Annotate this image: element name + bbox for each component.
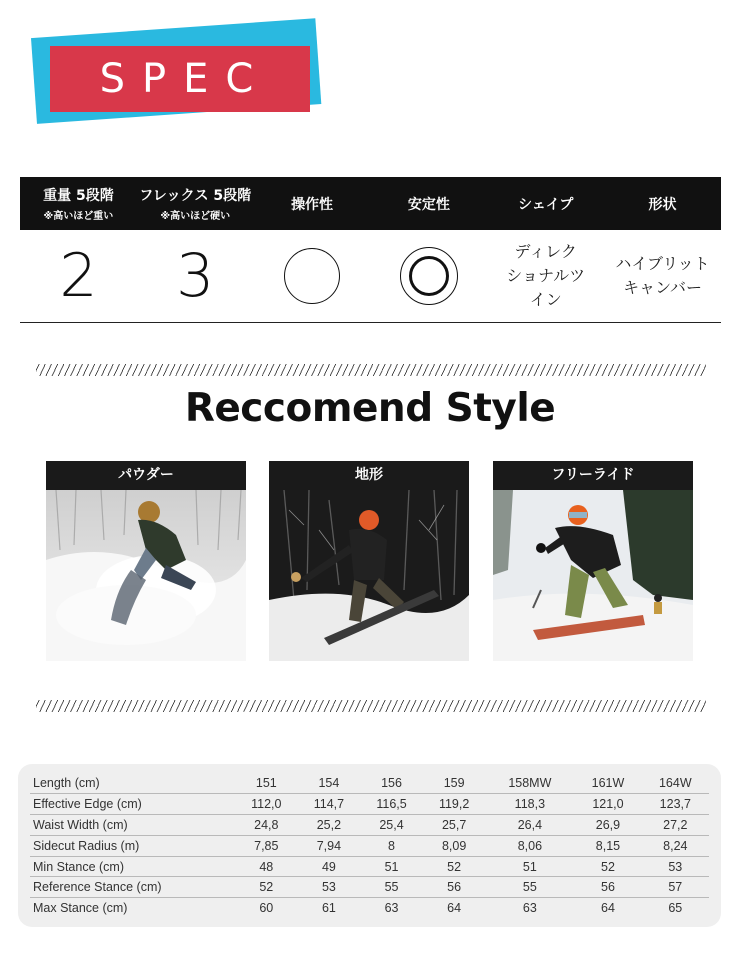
size-spec-table <box>18 764 721 927</box>
powder-photo <box>46 490 246 661</box>
spec-header-profile <box>604 177 721 230</box>
spec-value-row <box>20 230 721 323</box>
size-cell: 64 <box>447 901 462 916</box>
style-card-label: 地形 <box>269 461 469 490</box>
size-cell: 52 <box>235 877 298 898</box>
size-cell: 25,2 <box>298 815 361 836</box>
size-cell: 63 <box>522 901 537 916</box>
spec-header-stability <box>370 177 487 230</box>
spec-cell-stability <box>370 230 487 322</box>
size-cell: 7,94 <box>298 835 361 856</box>
spec-header-note: ※高いほど硬い <box>160 211 231 222</box>
size-cell: 121,0 <box>574 794 641 815</box>
size-table-row <box>30 877 709 898</box>
spec-cell-handling <box>254 230 371 322</box>
shape-value: ディレク ショナルツ イン <box>506 242 586 309</box>
size-row-label: Sidecut Radius (m) <box>30 835 235 856</box>
size-cell: 8 <box>360 835 423 856</box>
size-cell: 60 <box>259 901 274 916</box>
size-cell: 154 <box>298 773 361 794</box>
freeride-photo <box>493 490 693 661</box>
size-cell: 119,2 <box>423 794 486 815</box>
size-table-row <box>30 856 709 877</box>
size-cell: 52 <box>423 856 486 877</box>
recommend-title: Reccomend Style <box>184 386 556 431</box>
size-row-label: Effective Edge (cm) <box>30 794 235 815</box>
size-cell: 48 <box>235 856 298 877</box>
size-table-row <box>30 898 709 919</box>
size-cell: 53 <box>298 877 361 898</box>
spec-table <box>20 177 721 323</box>
size-cell: 65 <box>668 901 683 916</box>
size-row-label: Length (cm) <box>30 773 235 794</box>
size-cell: 7,85 <box>235 835 298 856</box>
single-circle-icon <box>284 248 340 304</box>
spec-header-row <box>20 177 721 230</box>
weight-value: 2 <box>59 241 98 311</box>
spec-header-shape <box>487 177 604 230</box>
size-row-label: Reference Stance (cm) <box>30 877 235 898</box>
size-cell: 55 <box>360 877 423 898</box>
double-circle-icon <box>400 247 458 305</box>
size-cell: 27,2 <box>642 815 709 836</box>
size-cell: 8,15 <box>574 835 641 856</box>
size-cell: 25,7 <box>423 815 486 836</box>
spec-header-note: ※高いほど重い <box>43 211 114 222</box>
style-card-label: パウダー <box>46 461 246 490</box>
size-cell: 114,7 <box>298 794 361 815</box>
size-cell: 49 <box>298 856 361 877</box>
spec-cell-flex <box>137 230 254 322</box>
size-cell: 151 <box>235 773 298 794</box>
size-cell: 52 <box>574 856 641 877</box>
size-cell: 56 <box>574 877 641 898</box>
size-cell: 8,24 <box>642 835 709 856</box>
size-cell: 8,06 <box>485 835 574 856</box>
flex-value: 3 <box>176 241 215 311</box>
size-row-label: Max Stance (cm) <box>33 901 128 916</box>
size-table-row <box>30 794 709 815</box>
spec-header-weight <box>20 177 137 230</box>
spec-banner <box>28 16 338 136</box>
size-cell: 118,3 <box>485 794 574 815</box>
spec-cell-profile <box>604 230 721 322</box>
terrain-photo <box>269 490 469 661</box>
spec-header-handling <box>254 177 371 230</box>
size-cell: 25,4 <box>360 815 423 836</box>
size-cell: 26,9 <box>574 815 641 836</box>
size-cell: 8,09 <box>423 835 486 856</box>
spec-cell-shape <box>487 230 604 322</box>
size-cell: 55 <box>485 877 574 898</box>
size-cell: 26,4 <box>485 815 574 836</box>
size-cell: 24,8 <box>235 815 298 836</box>
size-cell: 56 <box>423 877 486 898</box>
spec-header-title: シェイプ <box>518 196 574 213</box>
size-cell: 63 <box>384 901 399 916</box>
size-cell: 57 <box>642 877 709 898</box>
size-table <box>30 773 709 919</box>
size-cell: 164W <box>642 773 709 794</box>
style-card-powder <box>46 461 246 661</box>
size-row-label: Min Stance (cm) <box>30 856 235 877</box>
banner-title: SPEC <box>99 56 271 102</box>
size-row-label: Waist Width (cm) <box>30 815 235 836</box>
size-cell: 158MW <box>485 773 574 794</box>
style-card-terrain <box>269 461 469 661</box>
spec-header-title: 操作性 <box>291 196 334 213</box>
size-cell: 61 <box>321 901 336 916</box>
style-card-label: フリーライド <box>493 461 693 490</box>
double-circle-inner <box>409 256 449 296</box>
size-cell: 51 <box>485 856 574 877</box>
size-table-row <box>30 815 709 836</box>
profile-value: ハイブリット キャンバー <box>615 254 710 297</box>
size-cell: 159 <box>423 773 486 794</box>
spec-cell-weight <box>20 230 137 322</box>
slash-divider-bottom <box>36 700 706 712</box>
size-table-row <box>30 835 709 856</box>
size-cell: 116,5 <box>360 794 423 815</box>
spec-header-title: 安定性 <box>407 196 450 213</box>
style-card-freeride <box>493 461 693 661</box>
spec-header-title: 形状 <box>648 196 677 213</box>
spec-header-title: 重量 5段階 <box>43 188 114 204</box>
size-cell: 123,7 <box>642 794 709 815</box>
spec-header-flex <box>137 177 254 230</box>
size-cell: 156 <box>360 773 423 794</box>
size-cell: 112,0 <box>235 794 298 815</box>
slash-divider-top <box>36 364 706 376</box>
size-cell: 64 <box>601 901 615 916</box>
size-cell: 161W <box>574 773 641 794</box>
size-cell: 51 <box>360 856 423 877</box>
size-cell: 53 <box>642 856 709 877</box>
spec-header-title: フレックス 5段階 <box>139 188 252 204</box>
size-table-row <box>30 773 709 794</box>
